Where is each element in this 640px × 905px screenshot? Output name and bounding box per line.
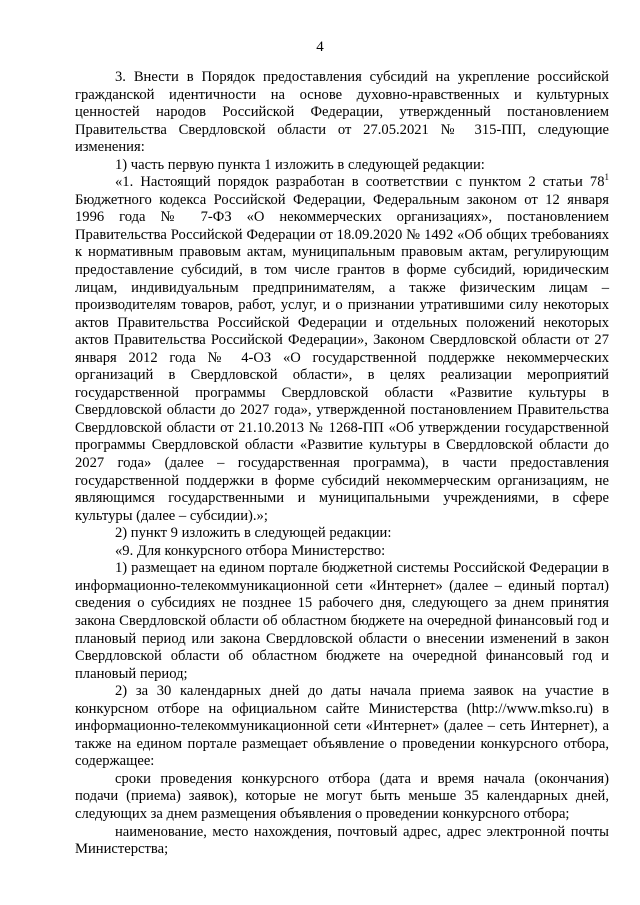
page-number: 4 <box>316 39 324 55</box>
quote-1-text-end: Бюджетного кодекса Российской Федерации, Федеральным законом от 12 января 1996 года № 7-ФЗ «О некоммерческих организациях», постановлением Правительства Российской Федерации от 18.09.2020 № 1492 «Об общих требованиях к нормативным правовым актам, муниципальным правовым актам, регулирующим предоставление субсидий, в том числе грантов в форме субсидий, юридическим лицам, индивидуальным предпринимателям, а также физическим лицам – производителям товаров, работ, услуг, и о признании утратившими силу некоторых актов Правительства Российской Федерации и отдельных положений некоторых актов Правительства Российской Федерации», Законом Свердловской области от 27 января 2012 года № 4-ОЗ «О государственной поддержке некоммерческих организаций в Свердловской области», в целях реализации мероприятий государственной программы Свердловской области «Развитие культуры в Свердловской области до 2027 года», утвержденной постановлением Правительства Свердловской области от 21.10.2013 № 1268-ПП «Об утверждении государственной программы Свердловской области «Развитие культуры в Свердловской области до 2027 года» (далее – государственная программа), в части предоставления государственной поддержки в форме субсидий некоммерческим организациям, не являющимся государственными и муниципальными учреждениями, в сфере культуры (далее – субсидии).»; <box>75 191 609 524</box>
paragraph-item-9-2: 2) за 30 календарных дней до даты начала приема заявок на участие в конкурсном отборе на официальном сайте Министерства (http://www.mkso.ru) в информационно-телекоммуникационной сети «Интернет» (далее – сеть Интернет), а также на едином портале размещает объявление о проведении конкурсного отбора, содержащее: <box>75 683 609 770</box>
paragraph-subitem-1: 1) часть первую пункта 1 изложить в следующей редакции: <box>115 156 485 173</box>
paragraph-item-9-1: 1) размещает на едином портале бюджетной системы Российской Федерации в информационно-телекоммуникационной сети «Интернет» (далее – единый портал) сведения о субсидиях не позднее 15 рабочего дня, следующего за днем принятия закона Свердловской области об областном бюджете на очередной финансовый год и плановый период или закона Свердловской области о внесении изменений в закон Свердловской области об областном бюджете на очередной финансовый год и плановый период; <box>75 560 609 682</box>
paragraph-quote-item-1 <box>75 174 609 525</box>
document-body <box>75 69 609 859</box>
paragraph-ministry-name: наименование, место нахождения, почтовый адрес, адрес электронной почты Министерства; <box>75 823 609 858</box>
paragraph-subitem-2: 2) пункт 9 изложить в следующей редакции: <box>115 525 392 542</box>
paragraph-selection-terms: сроки проведения конкурсного отбора (дата и время начала (окончания) подачи (приема) заявок), которые не могут быть меньше 35 календарных дней, следующих за днем размещения объявления о проведении конкурсного отбора; <box>75 770 609 822</box>
quote-1-text-start: «1. Настоящий порядок разработан в соответствии с пунктом 2 статьи 78 <box>115 174 605 191</box>
paragraph-quote-item-9: «9. Для конкурсного отбора Министерство: <box>115 542 386 559</box>
article-superscript: 1 <box>604 172 609 183</box>
paragraph-item-3: 3. Внести в Порядок предоставления субсидий на укрепление российской гражданской идентичности на основе духовно-нравственных и культурных ценностей народов Российской Федерации, утвержденный постановлением Правительства Свердловской области от 27.05.2021 № 315-ПП, следующие изменения: <box>75 69 609 156</box>
